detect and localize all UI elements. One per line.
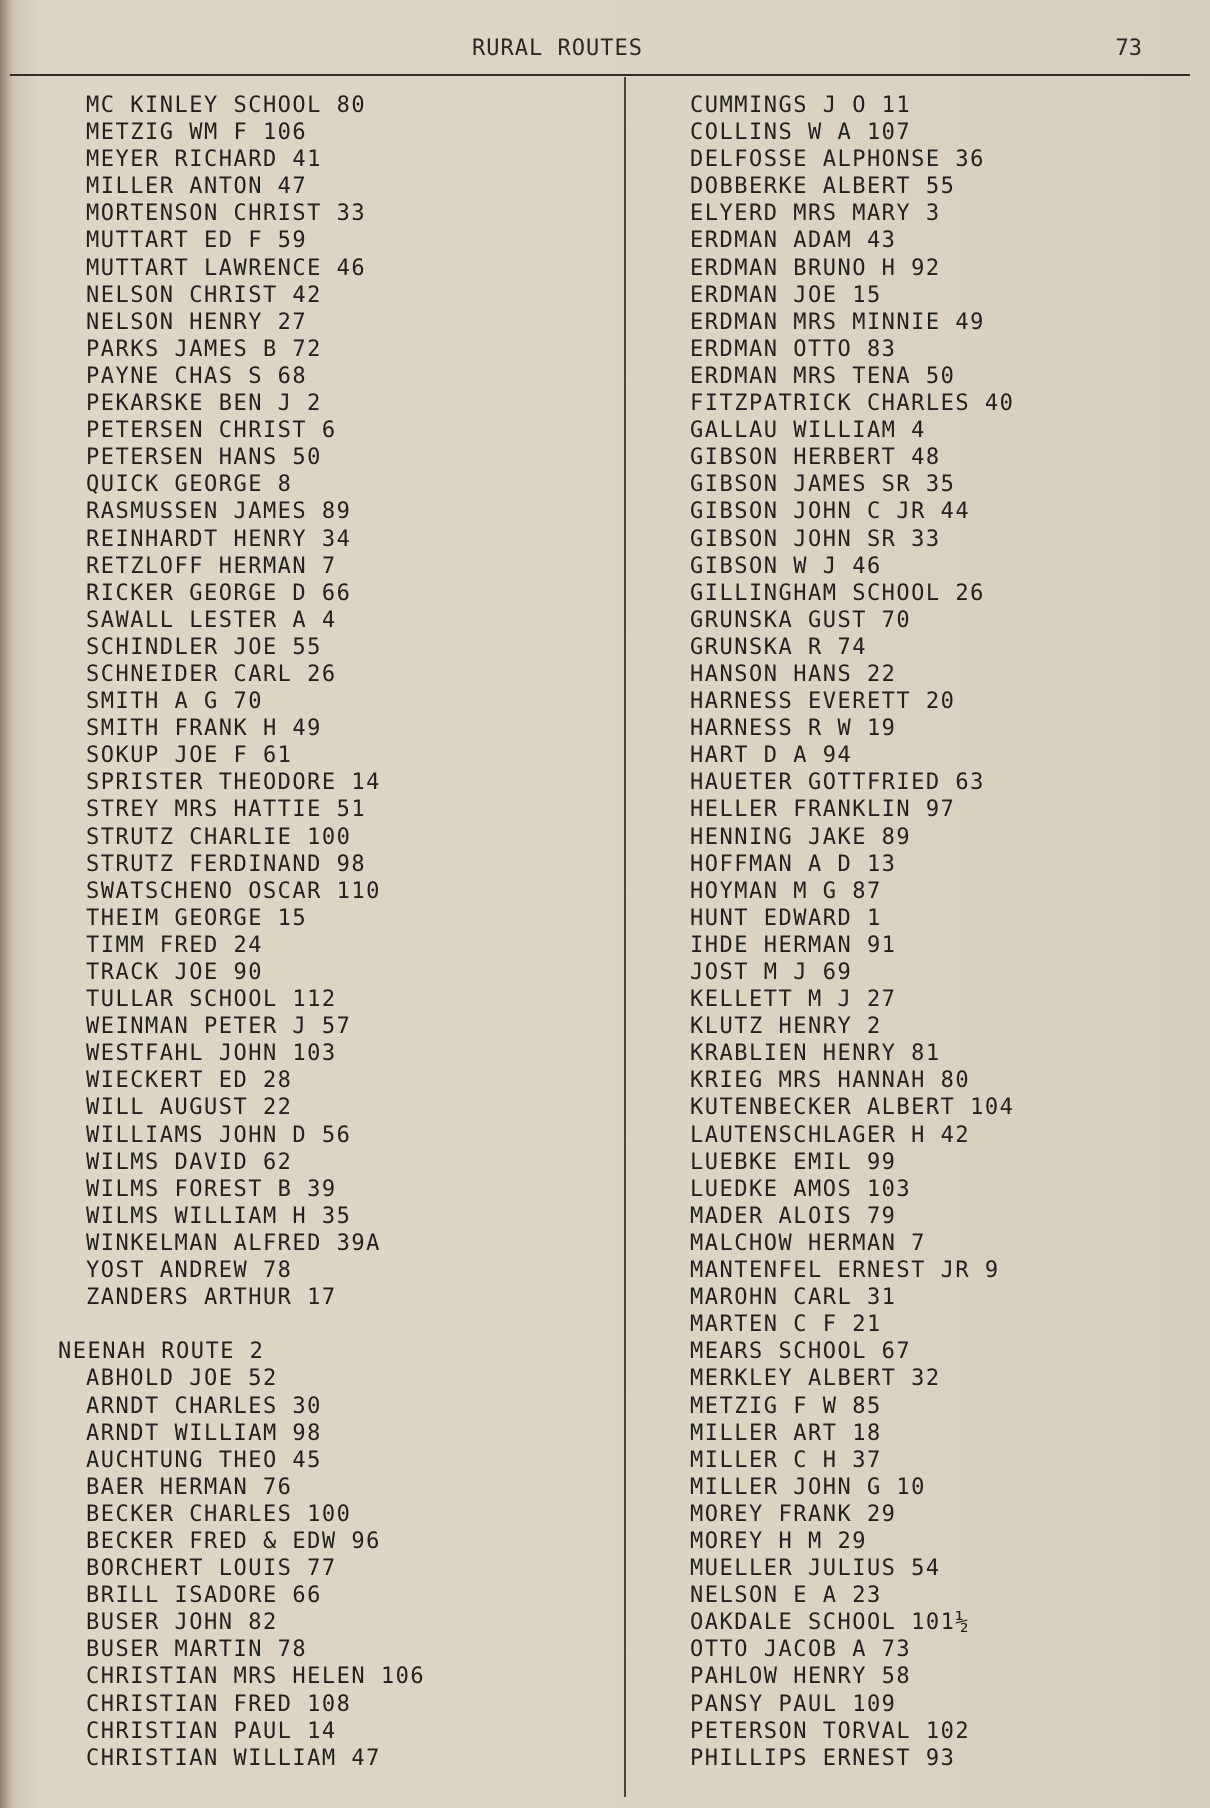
directory-entry: ERDMAN JOE 15 — [690, 282, 882, 308]
directory-entry: MC KINLEY SCHOOL 80 — [86, 93, 367, 118]
directory-entry: ARNDT WILLIAM 98 — [86, 1420, 322, 1446]
directory-entry: WILL AUGUST 22 — [86, 1095, 293, 1121]
directory-entry: CHRISTIAN WILLIAM 47 — [86, 1745, 381, 1771]
directory-entry: BECKER CHARLES 100 — [86, 1501, 352, 1527]
directory-entry: PETERSON TORVAL 102 — [690, 1718, 971, 1744]
directory-entry: LUEBKE EMIL 99 — [690, 1149, 897, 1175]
directory-entry: WILMS WILLIAM H 35 — [86, 1203, 352, 1229]
directory-entry: BECKER FRED & EDW 96 — [86, 1528, 381, 1554]
directory-entry: HARNESS EVERETT 20 — [690, 689, 956, 715]
directory-entry: OAKDALE SCHOOL 101½ — [690, 1610, 971, 1636]
section-heading: NEENAH ROUTE 2 — [58, 1339, 265, 1365]
directory-entry: STRUTZ CHARLIE 100 — [86, 824, 352, 850]
directory-entry: METZIG F W 85 — [690, 1393, 882, 1419]
directory-entry: SMITH A G 70 — [86, 689, 263, 715]
directory-entry: TRACK JOE 90 — [86, 960, 263, 985]
section-spacer — [86, 1311, 616, 1338]
directory-entry: MEYER RICHARD 41 — [86, 147, 322, 173]
directory-entry: ERDMAN OTTO 83 — [690, 336, 897, 362]
running-head: RURAL ROUTES — [472, 36, 643, 61]
directory-entry: WEINMAN PETER J 57 — [86, 1014, 352, 1040]
directory-entry: ERDMAN MRS MINNIE 49 — [690, 309, 985, 335]
directory-entry: CHRISTIAN MRS HELEN 106 — [86, 1664, 426, 1690]
directory-entry: WILMS FOREST B 39 — [86, 1176, 337, 1202]
directory-entry: MUTTART ED F 59 — [86, 228, 308, 254]
directory-entry: MORTENSON CHRIST 33 — [86, 201, 367, 227]
directory-entry: MADER ALOIS 79 — [690, 1203, 897, 1229]
directory-entry: SCHINDLER JOE 55 — [86, 634, 322, 660]
directory-entry: MILLER ART 18 — [690, 1420, 882, 1446]
directory-entry: DELFOSSE ALPHONSE 36 — [690, 147, 985, 173]
directory-entry: HUNT EDWARD 1 — [690, 905, 882, 931]
directory-entry: GIBSON JAMES SR 35 — [690, 472, 956, 498]
directory-entry: CHRISTIAN PAUL 14 — [86, 1718, 337, 1744]
directory-entry: ELYERD MRS MARY 3 — [690, 201, 941, 227]
directory-entry: ERDMAN ADAM 43 — [690, 228, 897, 254]
directory-entry: MARTEN C F 21 — [690, 1312, 882, 1338]
directory-entry: HANSON HANS 22 — [690, 661, 897, 687]
directory-entry: HENNING JAKE 89 — [690, 824, 912, 850]
directory-entry: PEKARSKE BEN J 2 — [86, 391, 322, 417]
directory-entry: KUTENBECKER ALBERT 104 — [690, 1095, 1015, 1121]
directory-entry: LAUTENSCHLAGER H 42 — [690, 1122, 971, 1148]
directory-entry: KRABLIEN HENRY 81 — [690, 1041, 941, 1067]
page-number: 73 — [1115, 36, 1142, 61]
directory-entry: WILLIAMS JOHN D 56 — [86, 1122, 352, 1148]
directory-entry: IHDE HERMAN 91 — [690, 932, 897, 958]
directory-entry: SWATSCHENO OSCAR 110 — [86, 878, 381, 904]
directory-entry: PARKS JAMES B 72 — [86, 336, 322, 362]
directory-entry: GIBSON HERBERT 48 — [690, 445, 941, 471]
directory-entry: FITZPATRICK CHARLES 40 — [690, 391, 1015, 417]
directory-entry: MILLER JOHN G 10 — [690, 1474, 926, 1500]
directory-entry: NELSON CHRIST 42 — [86, 282, 322, 308]
directory-entry: HOYMAN M G 87 — [690, 878, 882, 904]
directory-entry: HOFFMAN A D 13 — [690, 851, 897, 877]
directory-entry: LUEDKE AMOS 103 — [690, 1176, 912, 1202]
directory-entry: CHRISTIAN FRED 108 — [86, 1691, 352, 1717]
directory-entry: PETERSEN CHRIST 6 — [86, 418, 337, 444]
directory-entry: WESTFAHL JOHN 103 — [86, 1041, 337, 1067]
directory-entry: MEARS SCHOOL 67 — [690, 1339, 912, 1365]
directory-entry: ERDMAN MRS TENA 50 — [690, 363, 956, 389]
directory-entry: HARNESS R W 19 — [690, 716, 897, 742]
directory-entry: PETERSEN HANS 50 — [86, 445, 322, 471]
directory-entry: GILLINGHAM SCHOOL 26 — [690, 580, 985, 606]
directory-entry: STREY MRS HATTIE 51 — [86, 797, 367, 823]
directory-entry: SCHNEIDER CARL 26 — [86, 661, 337, 687]
directory-entry: MOREY FRANK 29 — [690, 1501, 897, 1527]
directory-entry: ERDMAN BRUNO H 92 — [690, 255, 941, 281]
directory-entry: GIBSON JOHN C JR 44 — [690, 499, 971, 525]
directory-entry: GIBSON W J 46 — [690, 553, 882, 579]
column-divider — [624, 77, 626, 1797]
directory-entry: MILLER C H 37 — [690, 1447, 882, 1473]
directory-entry: OTTO JACOB A 73 — [690, 1637, 912, 1663]
directory-entry: SMITH FRANK H 49 — [86, 716, 322, 742]
directory-entry: ABHOLD JOE 52 — [86, 1366, 278, 1392]
directory-entry: MALCHOW HERMAN 7 — [690, 1230, 926, 1256]
directory-entry: MOREY H M 29 — [690, 1528, 867, 1554]
directory-entry: SAWALL LESTER A 4 — [86, 607, 337, 633]
directory-entry: GRUNSKA R 74 — [690, 634, 867, 660]
directory-entry: RICKER GEORGE D 66 — [86, 580, 352, 606]
right-column — [690, 92, 1190, 1772]
directory-entry: BUSER JOHN 82 — [86, 1610, 278, 1636]
directory-entry: PAYNE CHAS S 68 — [86, 363, 308, 389]
directory-entry: MILLER ANTON 47 — [86, 174, 308, 200]
directory-entry: TULLAR SCHOOL 112 — [86, 987, 337, 1013]
directory-entry: GALLAU WILLIAM 4 — [690, 418, 926, 444]
directory-entry: QUICK GEORGE 8 — [86, 472, 293, 498]
directory-entry: MERKLEY ALBERT 32 — [690, 1366, 941, 1392]
directory-entry: NELSON HENRY 27 — [86, 309, 308, 335]
directory-entry: SPRISTER THEODORE 14 — [86, 770, 381, 796]
directory-entry: CUMMINGS J O 11 — [690, 93, 912, 118]
directory-entry: RETZLOFF HERMAN 7 — [86, 553, 337, 579]
directory-entry: TIMM FRED 24 — [86, 932, 263, 958]
directory-entry: MUELLER JULIUS 54 — [690, 1556, 941, 1582]
directory-entry: MANTENFEL ERNEST JR 9 — [690, 1258, 1000, 1284]
directory-entry: NELSON E A 23 — [690, 1583, 882, 1609]
directory-entry: PANSY PAUL 109 — [690, 1691, 897, 1717]
left-column — [58, 92, 616, 1772]
directory-entry: YOST ANDREW 78 — [86, 1258, 293, 1284]
directory-entry: KELLETT M J 27 — [690, 987, 897, 1013]
directory-entry: STRUTZ FERDINAND 98 — [86, 851, 367, 877]
directory-entry: MAROHN CARL 31 — [690, 1285, 897, 1311]
directory-entry: WILMS DAVID 62 — [86, 1149, 293, 1175]
directory-entry: REINHARDT HENRY 34 — [86, 526, 352, 552]
directory-entry: RASMUSSEN JAMES 89 — [86, 499, 352, 525]
directory-entry: METZIG WM F 106 — [86, 120, 308, 146]
directory-entry: JOST M J 69 — [690, 960, 853, 985]
directory-entry: GRUNSKA GUST 70 — [690, 607, 912, 633]
page-header — [0, 36, 1210, 66]
directory-entry: DOBBERKE ALBERT 55 — [690, 174, 956, 200]
directory-entry: GIBSON JOHN SR 33 — [690, 526, 941, 552]
directory-entry: KRIEG MRS HANNAH 80 — [690, 1068, 971, 1094]
directory-entry: WIECKERT ED 28 — [86, 1068, 293, 1094]
directory-entry: PHILLIPS ERNEST 93 — [690, 1745, 956, 1771]
directory-entry: BUSER MARTIN 78 — [86, 1637, 308, 1663]
directory-entry: AUCHTUNG THEO 45 — [86, 1447, 322, 1473]
directory-entry: HELLER FRANKLIN 97 — [690, 797, 956, 823]
directory-entry: SOKUP JOE F 61 — [86, 743, 293, 769]
directory-entry: BAER HERMAN 76 — [86, 1474, 293, 1500]
book-spine-shadow — [0, 0, 12, 1808]
directory-entry: PAHLOW HENRY 58 — [690, 1664, 912, 1690]
header-rule — [10, 74, 1190, 76]
directory-entry: KLUTZ HENRY 2 — [690, 1014, 882, 1040]
directory-entry: THEIM GEORGE 15 — [86, 905, 308, 931]
directory-entry: BRILL ISADORE 66 — [86, 1583, 322, 1609]
directory-entry: ZANDERS ARTHUR 17 — [86, 1285, 337, 1311]
directory-entry: BORCHERT LOUIS 77 — [86, 1556, 337, 1582]
directory-entry: HART D A 94 — [690, 743, 853, 769]
directory-entry: MUTTART LAWRENCE 46 — [86, 255, 367, 281]
directory-entry: COLLINS W A 107 — [690, 120, 912, 146]
directory-entry: HAUETER GOTTFRIED 63 — [690, 770, 985, 796]
directory-entry: WINKELMAN ALFRED 39A — [86, 1230, 381, 1256]
directory-entry: ARNDT CHARLES 30 — [86, 1393, 322, 1419]
